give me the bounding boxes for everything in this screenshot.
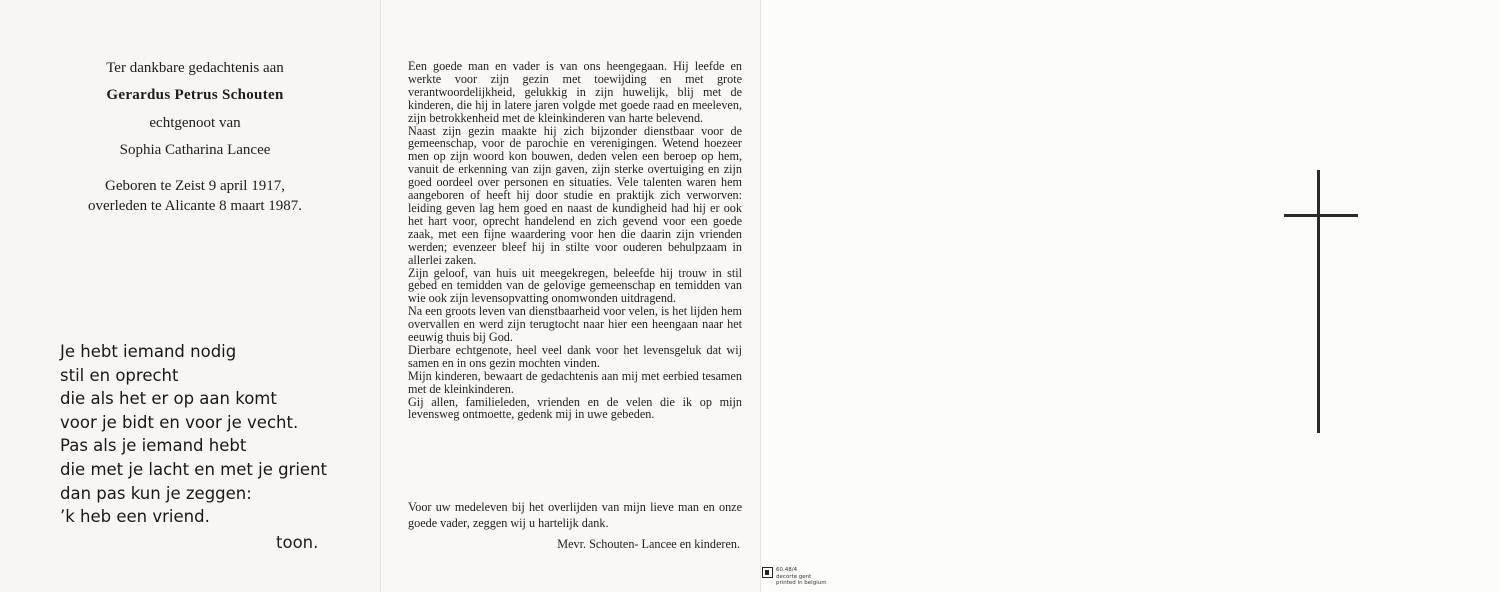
card-right-panel: [760, 0, 1500, 592]
tribute-paragraph: Een goede man en vader is van ons heengegaan. Hij leefde en werkte voor zijn gezin met toewijding en met grote verantwoordelijkheid, gelukkig in zijn huwelijk, blij met de kinderen, die hij in latere jaren volgde met goede raad en meeleven, zijn betrokkenheid met de kleinkinderen van harte belevend.: [408, 59, 742, 125]
poem: [60, 340, 327, 529]
tribute-paragraph: Naast zijn gezin maakte hij zich bijzonder dienstbaar voor de gemeenschap, voor de parochie en verenigingen. Wetend hoezeer men op zijn woord kon bouwen, deden velen een beroep op hem, vanuit de erkenning van zijn gaven, zijn sterke overtuiging en zijn goed oordeel over personen en situaties. Vele talenten waren hem aangeboren of heeft hij door studie en praktijk zich verworven: leiding geven lag hem goed en naast de kundigheid had hij er ook het hart voor, oprecht handelend en zich gevend voor een goede zaak, met een fijne waardering voor hen die daarin zijn vrienden werden; evenzeer bleef hij in stilte voor ouderen behulpzaam in allerlei zaken.: [408, 123, 742, 267]
poem-author: toon.: [276, 533, 319, 552]
family-signature: Mevr. Schouten- Lancee en kinderen.: [557, 537, 740, 551]
thanks-text: Voor uw medeleven bij het overlijden van mijn lieve man en onze goede vader, zeggen wij u hartelijk dank.: [408, 500, 742, 530]
poem-line: Je hebt iemand nodig: [60, 342, 237, 361]
poem-line: die als het er op aan komt: [60, 389, 277, 409]
printer-text: [776, 567, 827, 587]
printer-code: 60.48/4: [776, 567, 798, 573]
deceased-name: Gerardus Petrus Schouten: [106, 87, 284, 103]
tribute-paragraph: Mijn kinderen, bewaart de gedachtenis aan mij met eerbied tesamen met de kleinkinderen.: [408, 368, 742, 396]
tribute-paragraph: Zijn geloof, van huis uit meegekregen, beleefde hij trouw in stil gebed en temidden van de gelovige gemeenschap en temidden van wie ook zijn levensopvatting onomwonden uitdragend.: [408, 265, 742, 306]
spouse-intro: echtgenoot van: [149, 115, 241, 131]
poem-line: dan pas kun je zeggen:: [60, 483, 252, 503]
printer-mark: [762, 567, 827, 587]
card-left-panel: [0, 0, 380, 592]
tribute-paragraph: Na een groots leven van dienstbaarheid voor velen, is het lijden hem overvallen en werd zijn terugtocht naar hier een heengaan naar het eeuwig thuis bij God.: [408, 304, 742, 345]
spouse-name: Sophia Catharina Lancee: [119, 142, 271, 158]
poem-line: stil en oprecht: [60, 365, 179, 385]
tribute-paragraph: Gij allen, familieleden, vrienden en de velen die ik op mijn levensweg ontmoette, gedenk mij in uwe gebeden.: [408, 394, 742, 422]
poem-line: voor je bidt en voor je vecht.: [60, 412, 299, 432]
printer-country: printed in belgium: [776, 580, 827, 586]
memorial-heading: Ter dankbare gedachtenis aan: [106, 60, 284, 76]
death-line: overleden te Alicante 8 maart 1987.: [87, 198, 303, 214]
tribute-paragraph: Dierbare echtgenote, heel veel dank voor het levensgeluk dat wij samen en in ons gezin mochten vinden.: [408, 342, 742, 370]
printer-logo-icon: [762, 567, 773, 578]
poem-line: ’k heb een vriend.: [60, 507, 210, 527]
tribute-text: [408, 60, 742, 421]
poem-line: Pas als je iemand hebt: [60, 436, 247, 456]
printer-name: decorte gent: [776, 573, 812, 580]
cross-icon: [1280, 170, 1360, 435]
poem-line: die met je lacht en met je grient: [60, 459, 328, 479]
birth-line: Geboren te Zeist 9 april 1917,: [105, 178, 285, 194]
